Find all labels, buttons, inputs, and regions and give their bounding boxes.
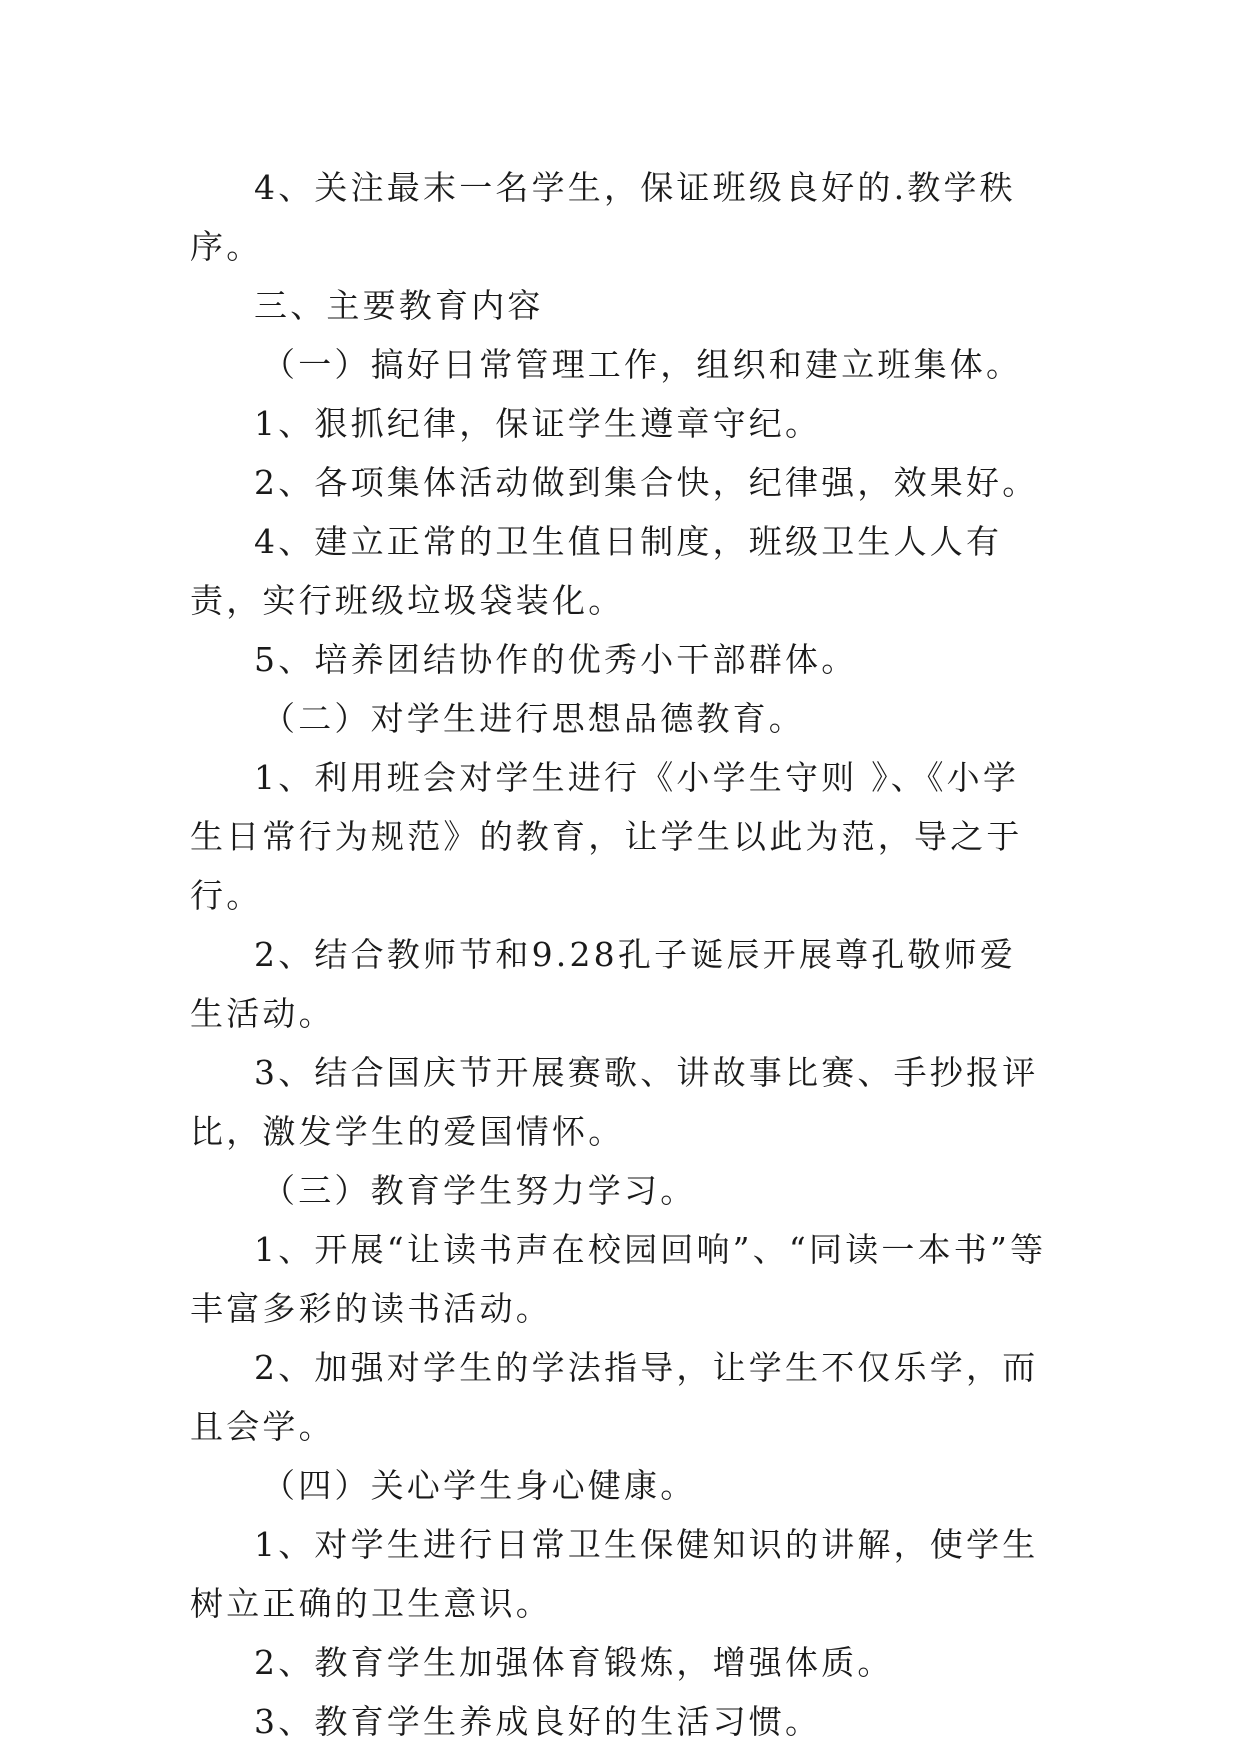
paragraph-item-living-habits: 3、教育学生养成良好的生活习惯。 [254,1702,822,1741]
paragraph-item-class-meeting: 1、利用班会对学生进行《小学生守则 》、《小学生日常行为规范》的教育，让学生以此为范，导之于行。 [190,758,1023,915]
paragraph-item-collective-activities: 2、各项集体活动做到集合快，纪律强，效果好。 [254,463,1039,502]
paragraph-item-teachers-day: 2、结合教师节和9.28孔子诞辰开展尊孔敬师爱生活动。 [190,935,1017,1033]
subheading-health: （四）关心学生身心健康。 [262,1466,697,1505]
paragraph-item-reading-activities: 1、开展“让读书声在校园回响”、“同读一本书”等丰富多彩的读书活动。 [190,1230,1047,1328]
paragraph-item-national-day: 3、结合国庆节开展赛歌、讲故事比赛、手抄报评比，激发学生的爱国情怀。 [190,1053,1039,1151]
subheading-daily-management: （一）搞好日常管理工作，组织和建立班集体。 [262,345,1023,384]
document-body [190,158,1050,1751]
paragraph-item-hygiene-duty: 4、建立正常的卫生值日制度，班级卫生人人有责，实行班级垃圾袋装化。 [190,522,1003,620]
subheading-moral-education: （二）对学生进行思想品德教育。 [262,699,805,738]
paragraph-item-study-guidance: 2、加强对学生的学法指导，让学生不仅乐学，而且会学。 [190,1348,1039,1446]
paragraph-item-hygiene-knowledge: 1、对学生进行日常卫生保健知识的讲解，使学生树立正确的卫生意识。 [190,1525,1039,1623]
paragraph-item-discipline: 1、狠抓纪律，保证学生遵章守纪。 [254,404,822,443]
section-heading-main-content: 三、主要教育内容 [254,286,544,325]
paragraph-item-student-cadres: 5、培养团结协作的优秀小干部群体。 [254,640,858,679]
paragraph-item-physical-exercise: 2、教育学生加强体育锻炼，增强体质。 [254,1643,894,1682]
subheading-study-education: （三）教育学生努力学习。 [262,1171,697,1210]
paragraph-item-4-attention: 4、关注最末一名学生，保证班级良好的.教学秩序。 [190,168,1016,266]
